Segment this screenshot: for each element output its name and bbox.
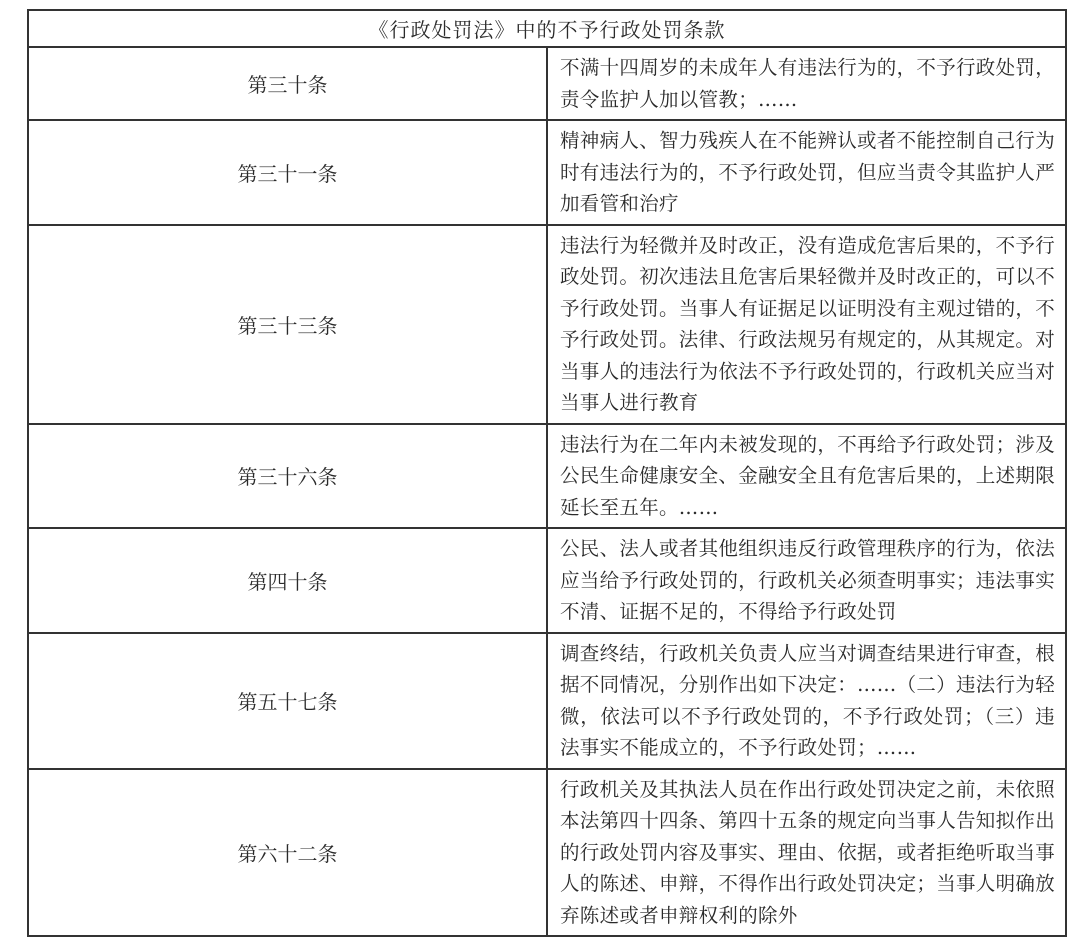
- article-number: 第五十七条: [28, 633, 547, 769]
- law-table-container: [27, 9, 1067, 937]
- article-number: 第三十三条: [28, 225, 547, 424]
- article-number: 第三十一条: [28, 120, 547, 225]
- table-row: [28, 769, 1066, 937]
- table-row: [28, 47, 1066, 120]
- table-row: [28, 120, 1066, 225]
- article-text: 违法行为在二年内未被发现的，不再给予行政处罚；涉及公民生命健康安全、金融安全且有危害后果的，上述期限延长至五年。……: [547, 424, 1066, 529]
- table-row: [28, 528, 1066, 633]
- article-text: 精神病人、智力残疾人在不能辨认或者不能控制自己行为时有违法行为的，不予行政处罚，但应当责令其监护人严加看管和治疗: [547, 120, 1066, 225]
- article-number: 第三十六条: [28, 424, 547, 529]
- article-text: 公民、法人或者其他组织违反行政管理秩序的行为，依法应当给予行政处罚的，行政机关必须查明事实；违法事实不清、证据不足的，不得给予行政处罚: [547, 528, 1066, 633]
- table-row: [28, 424, 1066, 529]
- law-articles-table: [27, 9, 1067, 937]
- table-row: [28, 225, 1066, 424]
- article-number: 第六十二条: [28, 769, 547, 937]
- table-row: [28, 633, 1066, 769]
- article-text: 行政机关及其执法人员在作出行政处罚决定之前，未依照本法第四十四条、第四十五条的规定向当事人告知拟作出的行政处罚内容及事实、理由、依据，或者拒绝听取当事人的陈述、申辩，不得作出行政处罚决定；当事人明确放弃陈述或者申辩权利的除外: [547, 769, 1066, 937]
- article-text: 违法行为轻微并及时改正，没有造成危害后果的，不予行政处罚。初次违法且危害后果轻微并及时改正的，可以不予行政处罚。当事人有证据足以证明没有主观过错的，不予行政处罚。法律、行政法规另有规定的，从其规定。对当事人的违法行为依法不予行政处罚的，行政机关应当对当事人进行教育: [547, 225, 1066, 424]
- article-number: 第四十条: [28, 528, 547, 633]
- table-title-row: [28, 10, 1066, 47]
- article-text: 调查终结，行政机关负责人应当对调查结果进行审查，根据不同情况，分别作出如下决定：……（二）违法行为轻微，依法可以不予行政处罚的，不予行政处罚；（三）违法事实不能成立的，不予行政处罚；……: [547, 633, 1066, 769]
- article-number: 第三十条: [28, 47, 547, 120]
- table-title: 《行政处罚法》中的不予行政处罚条款: [28, 10, 1066, 47]
- article-text: 不满十四周岁的未成年人有违法行为的，不予行政处罚，责令监护人加以管教；……: [547, 47, 1066, 120]
